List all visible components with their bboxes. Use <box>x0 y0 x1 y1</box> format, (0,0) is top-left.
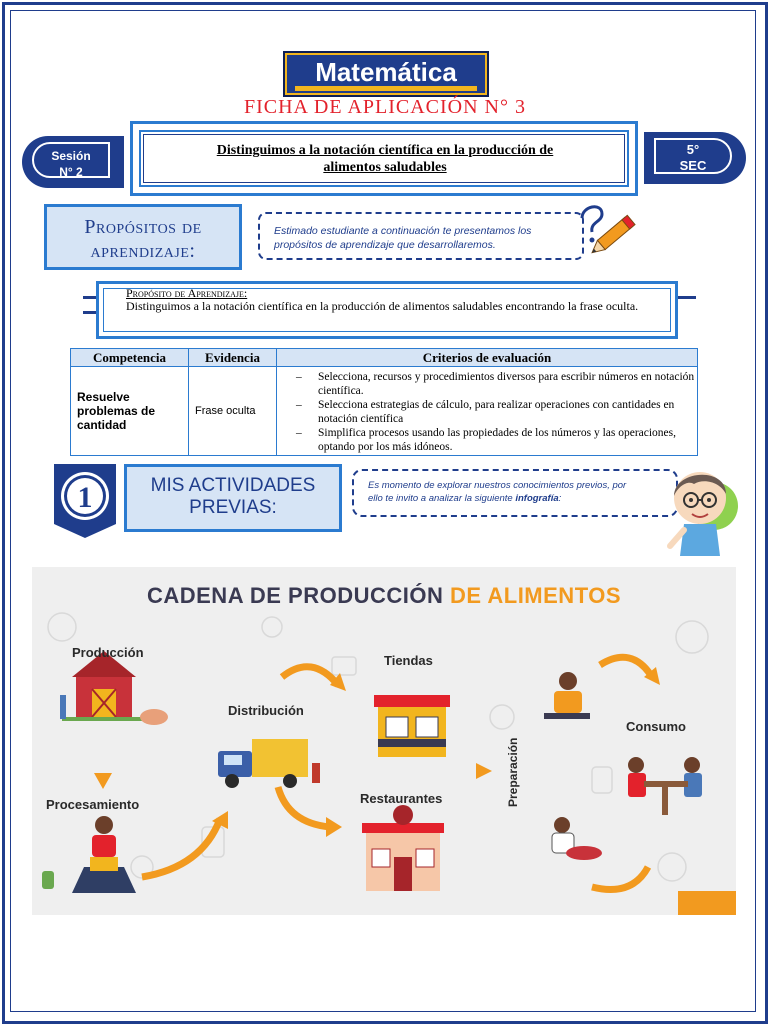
session-badge-inner <box>32 142 110 178</box>
actividades-note-line2 <box>368 492 666 505</box>
proposito-text: Distinguimos a la notación científica en la producción de alimentos saludables encontrando la frase oculta. <box>126 299 639 313</box>
arrow-right-icon <box>476 763 492 779</box>
evidencia-cell: Frase oculta <box>189 367 277 456</box>
competencia-cell: Resuelve problemas de cantidad <box>71 367 189 456</box>
actividades-heading <box>124 464 342 532</box>
criterios-list <box>278 370 696 454</box>
store-icon <box>374 695 450 757</box>
session-label: Sesión <box>51 149 91 163</box>
infographic-illustration <box>32 567 736 915</box>
actividades-note-text <box>368 479 666 505</box>
barn-icon <box>60 651 168 725</box>
grade-level: SEC <box>679 158 707 173</box>
actividades-heading-text <box>127 475 339 519</box>
actividades-note-line1: Es momento de explorar nuestros conocimientos previos, por <box>368 480 627 491</box>
proposito-label: Propósito de Aprendizaje: <box>126 286 248 300</box>
propositos-heading-line2: aprendizaje: <box>90 240 196 262</box>
header-evidencia: Evidencia <box>189 349 277 367</box>
session-number: N° 2 <box>59 165 83 179</box>
note-bold: infografía <box>515 493 559 504</box>
label-procesamiento: Procesamiento <box>46 797 140 812</box>
propositos-note-line2: propósitos de aprendizaje que desarrollaremos. <box>274 239 496 251</box>
title-banner <box>283 51 489 97</box>
curved-arrow-icon <box>600 657 652 677</box>
competency-table <box>70 348 698 456</box>
session-theme-line1: Distinguimos a la notación científica en la producción de <box>216 143 554 158</box>
restaurant-icon <box>362 805 444 891</box>
label-consumo: Consumo <box>626 719 686 734</box>
infographic-title-part1: CADENA DE PRODUCCIÓN <box>146 583 444 608</box>
propositos-heading-line1: Propósitos de <box>84 216 202 238</box>
curved-arrow-icon <box>278 787 330 827</box>
infographic-title-part2: DE ALIMENTOS <box>450 583 622 608</box>
propositos-heading <box>44 204 242 270</box>
label-distribucion: Distribución <box>228 703 304 718</box>
label-tiendas: Tiendas <box>384 653 433 668</box>
truck-icon <box>218 739 320 788</box>
actividades-note <box>352 469 678 517</box>
note-suffix: : <box>558 493 562 504</box>
actividades-heading-line1: MIS ACTIVIDADES <box>150 475 316 496</box>
propositos-heading-text <box>57 215 229 263</box>
propositos-note <box>258 212 584 260</box>
table-row <box>71 367 698 456</box>
arrow-down-icon <box>94 773 112 789</box>
student-avatar-icon <box>664 460 740 556</box>
label-produccion: Producción <box>72 645 144 660</box>
grade-badge-inner <box>654 138 732 174</box>
actividades-heading-line2: PREVIAS: <box>189 497 277 518</box>
propositos-note-line1: Estimado estudiante a continuación te presentamos los <box>274 225 532 237</box>
page-title: Matemática <box>315 57 457 87</box>
label-preparacion: Preparación <box>506 737 520 807</box>
criterio-item: – Selecciona, recursos y procedimientos diversos para escribir números en notación científica. <box>318 370 696 398</box>
activity-number: 1 <box>77 481 93 514</box>
logo-icon <box>678 891 736 915</box>
table-header-row <box>71 349 698 367</box>
note-prefix: ello te invito a analizar la siguiente <box>368 493 516 504</box>
header-competencia: Competencia <box>71 349 189 367</box>
propositos-note-text <box>274 224 572 252</box>
diners-icon <box>628 757 702 815</box>
activity-number-badge <box>52 462 118 540</box>
criterio-item: – Simplifica procesos usando las propiedades de los números y las operaciones, optando por los más idóneos. <box>318 426 696 454</box>
session-theme-line2: alimentos saludables <box>323 160 447 175</box>
curved-arrow-icon <box>592 867 648 890</box>
pencil-icon <box>576 200 640 262</box>
worker-icon <box>42 816 136 893</box>
session-theme <box>170 142 600 176</box>
curved-arrow-icon <box>282 667 338 685</box>
food-chain-infographic <box>32 567 736 915</box>
criterios-cell <box>277 367 698 456</box>
label-restaurantes: Restaurantes <box>360 791 443 806</box>
criterio-item: – Selecciona estrategias de cálculo, para realizar operaciones con cantidades en notación científica <box>318 398 696 426</box>
header-criterios: Criterios de evaluación <box>277 349 698 367</box>
chef-icon <box>544 672 602 860</box>
grade-badge <box>644 132 746 184</box>
worksheet-subtitle: FICHA DE APLICACIÓN N° 3 <box>243 96 527 118</box>
grade-number: 5° <box>686 142 700 157</box>
session-badge <box>22 136 124 188</box>
